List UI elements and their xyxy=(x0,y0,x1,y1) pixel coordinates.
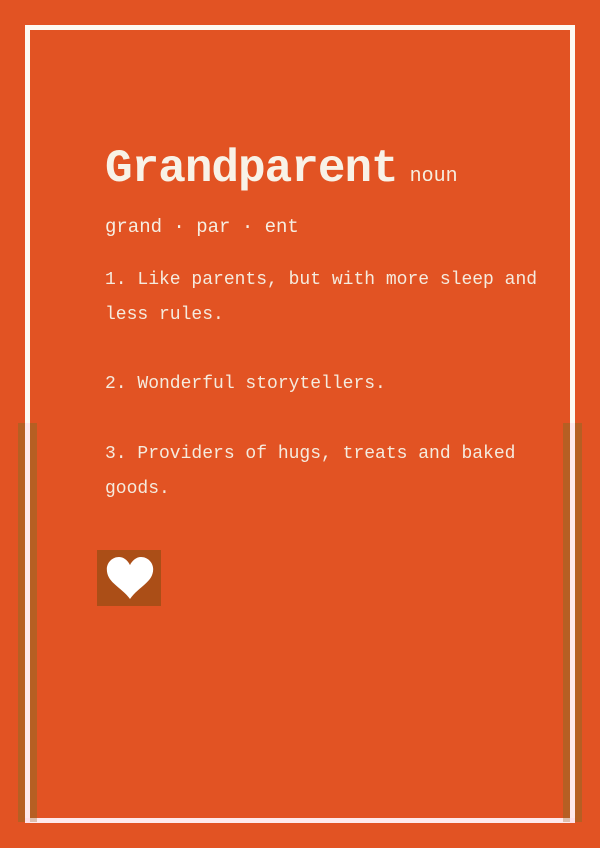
border-tint-bottom xyxy=(25,818,575,823)
artifact-band-left-inner xyxy=(30,423,37,822)
artifact-band-left-outer xyxy=(18,423,25,822)
border-tint-right xyxy=(570,423,575,823)
definition-3: 3. Providers of hugs, treats and baked goods. xyxy=(105,444,516,500)
pronunciation-text: grand · par · ent xyxy=(105,216,299,238)
definition-1: 1. Like parents, but with more sleep and less rules. xyxy=(105,270,538,326)
heart-icon xyxy=(106,557,154,599)
artifact-band-right-inner xyxy=(563,423,570,822)
artifact-band-right-outer xyxy=(575,423,582,822)
part-of-speech-label: noun xyxy=(409,165,458,188)
border-tint-left xyxy=(25,423,30,823)
page-title: Grandparent xyxy=(105,143,398,195)
title-row xyxy=(105,143,458,195)
definition-2: 2. Wonderful storytellers. xyxy=(105,374,386,394)
